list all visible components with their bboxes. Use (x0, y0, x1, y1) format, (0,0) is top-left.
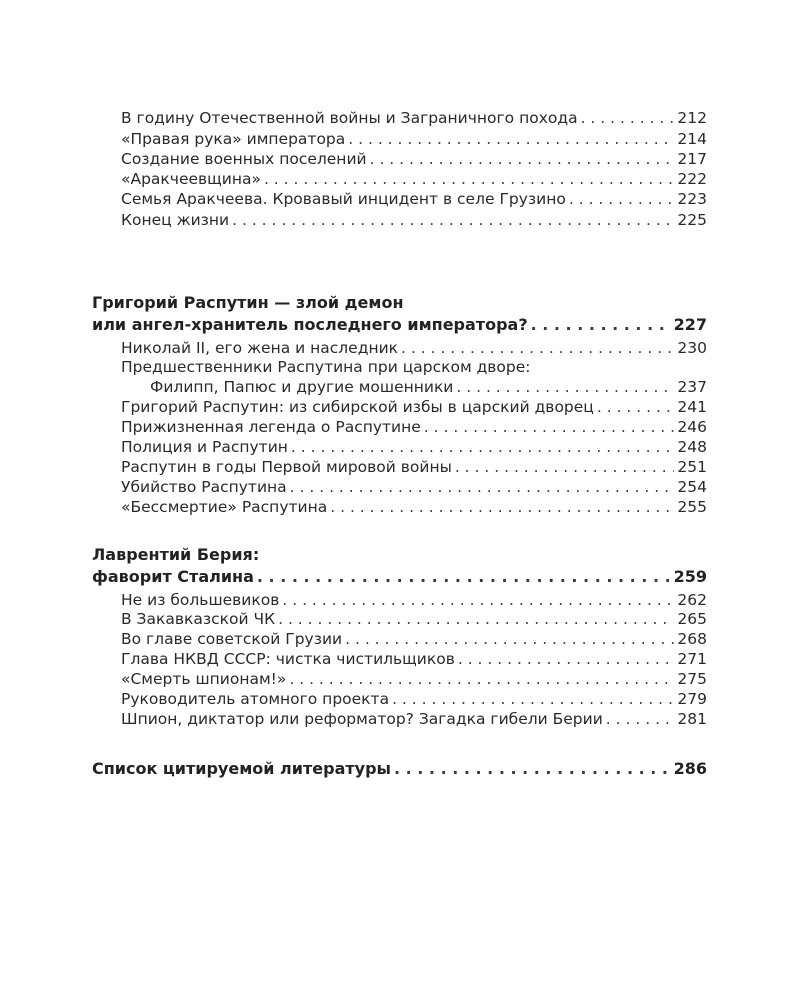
toc-entry-title: Руководитель атомного проекта (121, 690, 390, 708)
toc-entry-title: Не из большевиков (121, 591, 280, 609)
toc-entry (121, 437, 707, 457)
toc-entry-page: 212 (677, 109, 707, 127)
dot-leader (392, 689, 674, 709)
toc-entry-page: 225 (677, 211, 707, 229)
dot-leader (291, 437, 675, 457)
toc-entry-title: В годину Отечественной войны и Заграничного похода (121, 109, 578, 127)
toc-entry (121, 129, 707, 149)
dot-leader (458, 649, 675, 669)
chapter-heading: Григорий Распутин — злой демон (92, 293, 404, 312)
dot-leader (401, 338, 674, 358)
toc-entry-page: 222 (677, 170, 707, 188)
dot-leader (264, 169, 674, 189)
chapter-heading-page: 286 (673, 759, 707, 778)
toc-entry-page: 268 (677, 630, 707, 648)
toc-entry-page: 275 (677, 670, 707, 688)
toc-entry-title: Распутин в годы Первой мировой войны (121, 458, 452, 476)
toc-entry (121, 689, 707, 709)
dot-leader (330, 497, 674, 517)
toc-entry-title: Николай II, его жена и наследник (121, 339, 399, 357)
toc-entry (121, 590, 707, 610)
toc-entry-title: Прижизненная легенда о Распутине (121, 418, 421, 436)
toc-entry-page: 255 (677, 498, 707, 516)
toc-entry-title: Во главе советской Грузии (121, 630, 343, 648)
toc-entry (121, 189, 707, 209)
toc-entry-title: Григорий Распутин: из сибирской избы в царский дворец (121, 398, 594, 416)
toc-entry-title: «Бессмертие» Распутина (121, 498, 328, 516)
toc-entry-title: Создание военных поселений (121, 150, 367, 168)
toc-entry-page: 217 (677, 150, 707, 168)
chapter-heading-title: или ангел-хранитель последнего императора? (92, 315, 528, 334)
dot-leader (257, 567, 671, 587)
toc-entry (121, 457, 707, 477)
toc-entry (121, 497, 707, 517)
chapter-heading-page: 227 (673, 315, 707, 334)
toc-entry-page: 248 (677, 438, 707, 456)
toc-entry-page: 230 (677, 339, 707, 357)
toc-entry (121, 669, 707, 689)
toc-entry-page: 262 (677, 591, 707, 609)
dot-leader (282, 590, 674, 610)
dot-leader (569, 189, 675, 209)
toc-entry (121, 210, 707, 230)
toc-entry-page: 241 (677, 398, 707, 416)
chapter-heading-line (92, 567, 707, 587)
dot-leader (348, 129, 674, 149)
toc-entry-title: Филипп, Папюс и другие мошенники (150, 378, 454, 396)
dot-leader (597, 397, 675, 417)
toc-entry-title: «Аракчеевщина» (121, 170, 261, 188)
toc-entry-title: Шпион, диктатор или реформатор? Загадка гибели Берии (121, 710, 603, 728)
toc-entry (121, 629, 707, 649)
toc-entry (121, 609, 707, 629)
chapter-heading-page: 259 (673, 567, 707, 586)
toc-entry (121, 108, 707, 128)
chapter-heading-title: фаворит Сталина (92, 567, 254, 586)
dot-leader (606, 709, 675, 729)
dot-leader (370, 149, 675, 169)
toc-entry-page: 254 (677, 478, 707, 496)
toc-entry-page: 246 (677, 418, 707, 436)
dot-leader (394, 759, 671, 779)
chapter-heading: Лаврентий Берия: (92, 545, 260, 564)
dot-leader (456, 377, 674, 397)
chapter-heading-line (92, 759, 707, 779)
dot-leader (289, 669, 674, 689)
chapter-heading-line (92, 315, 707, 335)
dot-leader (345, 629, 674, 649)
toc-entry-page: 214 (677, 130, 707, 148)
toc-entry-title: Полиция и Распутин (121, 438, 288, 456)
toc-entry (121, 338, 707, 358)
toc-entry-page: 223 (677, 190, 707, 208)
toc-entry (121, 477, 707, 497)
toc-entry (121, 649, 707, 669)
dot-leader (232, 210, 674, 230)
toc-entry (150, 377, 707, 397)
toc-entry-title: Конец жизни (121, 211, 230, 229)
chapter-heading-title: Список цитируемой литературы (92, 759, 391, 778)
toc-entry-title: Предшественники Распутина при царском дворе: (121, 358, 531, 376)
toc-entry (121, 149, 707, 169)
dot-leader (278, 609, 674, 629)
dot-leader (455, 457, 675, 477)
toc-entry (121, 397, 707, 417)
toc-entry (121, 169, 707, 189)
toc-entry-page: 271 (677, 650, 707, 668)
dot-leader (531, 315, 671, 335)
toc-entry-page: 265 (677, 610, 707, 628)
toc-entry-title: «Смерть шпионам!» (121, 670, 287, 688)
dot-leader (581, 108, 675, 128)
toc-entry (121, 709, 707, 729)
dot-leader (424, 417, 675, 437)
toc-entry (121, 417, 707, 437)
toc-entry-title: Семья Аракчеева. Кровавый инцидент в селе Грузино (121, 190, 566, 208)
toc-entry-title: Глава НКВД СССР: чистка чистильщиков (121, 650, 455, 668)
toc-entry-title: Убийство Распутина (121, 478, 287, 496)
toc-entry-title: В Закавказской ЧК (121, 610, 276, 628)
toc-entry-title: «Правая рука» императора (121, 130, 346, 148)
toc-entry-page: 281 (677, 710, 707, 728)
toc-entry-page: 251 (677, 458, 707, 476)
toc-entry-page: 279 (677, 690, 707, 708)
dot-leader (290, 477, 675, 497)
toc-entry-page: 237 (677, 378, 707, 396)
